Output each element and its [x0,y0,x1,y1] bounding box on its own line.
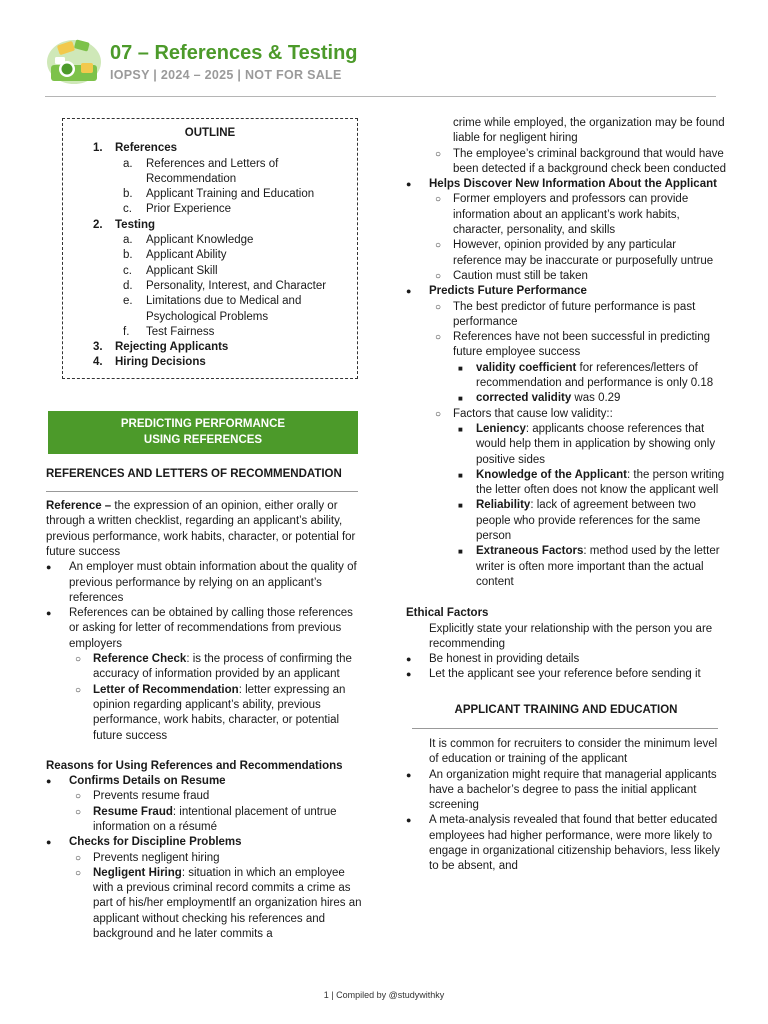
list-item: ● Predicts Future Performance ○ The best predictor of future performance is past performance ○ References have not been successful in predicting future employee success ■ validity coefficient for references/letters of recommendation and performance is only 0.18 ■ corrected validity was 0.29 ○ Factors that cause low validity:: ■ Leniency: applicants choose references that would help them in application by showing only positive sides ■ Knowledge of the Applicant: the person writing the letter often does not know the applicant well ■ Reliability: lack of agreement between two people who provide references for the same person ■ Extraneous Factors: method used by the letter writer is often more important than the actual content [406,284,726,590]
page-footer: 1 | Compiled by @studywithky [323,990,445,1000]
list-item: ● Let the applicant see your reference before sending it [406,667,726,682]
outline-subitem: c. Applicant Skill [123,264,218,277]
list-item: ○ Former employers and professors can provide information about an applicant’s work habits, character, personality, and skills [429,192,726,238]
list-item-continued [406,116,726,177]
section-divider [46,491,358,492]
page-subtitle: IOPSY | 2024 – 2025 | NOT FOR SALE [110,68,342,82]
list-item: ● An employer must obtain information about the quality of previous performance by relying on an applicant’s references [46,560,364,606]
subheading: Ethical Factors [406,607,489,620]
list-item: ○ The employee’s criminal background that would have been detected if a background check been conducted [429,147,726,178]
bullet-list [46,560,364,744]
list-item: ○ Reference Check: is the process of confirming the accuracy of information provided by an applicant [69,652,364,683]
outline-subitem: a. References and Letters of Recommendation [123,157,279,185]
list-item: ○ Letter of Recommendation: letter expressing an opinion regarding applicant’s ability, previous performance, work habits, character, or potential future success [69,683,364,744]
list-item: ○ References have not been successful in predicting future employee success ■ validity coefficient for references/letters of recommendation and performance is only 0.18 ■ corrected validity was 0.29 [429,330,726,406]
section-banner [48,411,358,454]
outline-item: 2. Testing [93,218,156,231]
list-item: ○ Factors that cause low validity:: ■ Leniency: applicants choose references that would help them in application by showing only positive sides ■ Knowledge of the Applicant: the person writing the letter often does not know the applicant well ■ Reliability: lack of agreement between two people who provide references for the same person ■ Extraneous Factors: method used by the letter writer is often more important than the actual content [429,407,726,591]
outline-subitem: b. Applicant Ability [123,249,227,262]
section-divider [412,728,718,729]
list-item: ○ The best predictor of future performance is past performance [429,300,726,331]
subheading: Reasons for Using References and Recommendations [46,759,343,772]
page-title: 07 – References & Testing [110,42,358,64]
outline-subitem: c. Prior Experience [123,203,232,216]
outline-subitem: a. Applicant Knowledge [123,234,254,247]
outline-subitem: e. Limitations due to Medical and Psychological Problems [123,295,302,323]
outline-item: 1. References [93,142,178,155]
outline-subitem: b. Applicant Training and Education [123,188,315,201]
list-item: ● An organization might require that managerial applicants have a bachelor’s degree to pass the initial applicant screening [406,768,726,814]
list-item: ○ Prevents resume fraud [69,789,364,804]
list-item: ● Be honest in providing details [406,652,726,667]
list-item: ● References can be obtained by calling those references or asking for letter of recommendations from previous employers ○ Reference Check: is the process of confirming the accuracy of information provided by an applicant ○ Letter of Recommendation: letter expressing an opinion regarding applicant’s ability, previous performance, work habits, character, or potential future success [46,606,364,744]
outline-item: 4. Hiring Decisions [93,356,206,369]
list-item: ○ However, opinion provided by any particular reference may be inaccurate or purposefully untrue [429,238,726,269]
bullet-list [406,622,726,683]
list-item: Explicitly state your relationship with the person you are recommending [429,622,713,650]
outline-item: 3. Rejecting Applicants [93,341,229,354]
header-divider [45,96,716,97]
outline-subitem: f. Test Fairness [123,325,215,338]
list-item: ■ validity coefficient for references/letters of recommendation and performance is only 0.18 [453,361,726,392]
outline-title: OUTLINE [184,127,236,139]
list-item: ● Confirms Details on Resume ○ Prevents resume fraud ○ Resume Fraud: intentional placement of untrue information on a résumé [46,774,364,835]
list-item: ○ Caution must still be taken [429,269,726,284]
list-item: ● Helps Discover New Information About the Applicant ○ Former employers and professors can provide information about an applicant’s work habits, character, personality, and skills ○ However, opinion provided by any particular reference may be inaccurate or purposefully untrue ○ Caution must still be taken [406,177,726,284]
section-heading: REFERENCES AND LETTERS OF RECOMMENDATION [46,467,342,480]
list-item: ■ Extraneous Factors: method used by the letter writer is often more important than the actual content [453,544,726,590]
banner-line-2: USING REFERENCES [143,433,263,446]
list-item: ○ Prevents negligent hiring [69,851,364,866]
list-item: It is common for recruiters to consider the minimum level of education or training of the applicant [429,737,718,766]
list-item: ○ Negligent Hiring: situation in which an employee with a previous criminal record commits a crime as part of his/her employmentIf an organization hires an applicant without checking his references and background and he later commits a [69,866,364,942]
outline-box [62,118,358,379]
list-item: ■ corrected validity was 0.29 [453,391,726,406]
list-item: ● Checks for Discipline Problems ○ Prevents negligent hiring ○ Negligent Hiring: situation in which an employee with a previous criminal record commits a crime as part of his/her employmentIf an organization hires an applicant without checking his references and background and he later commits a [46,835,364,942]
list-item: ■ Knowledge of the Applicant: the person writing the letter often does not know the applicant well [453,468,726,499]
logo-icon [45,35,103,85]
left-column [46,112,364,942]
outline-subitem: d. Personality, Interest, and Character [123,279,327,292]
bullet-list [406,737,726,875]
list-item: ■ Leniency: applicants choose references that would help them in application by showing only positive sides [453,422,726,468]
bullet-list [46,774,364,942]
bullet-list [406,116,726,590]
list-item: ● A meta-analysis revealed that found that better educated employees had higher performance, were more likely to engage in organizational citizenship behaviors, less likely to be absent, and [406,813,726,874]
list-item: ○ Resume Fraud: intentional placement of untrue information on a résumé [69,805,364,836]
list-item: crime while employed, the organization may be found liable for negligent hiring [453,117,725,145]
right-column [406,116,726,875]
section-heading: APPLICANT TRAINING AND EDUCATION [454,703,678,716]
list-item: ■ Reliability: lack of agreement between two people who provide references for the same person [453,498,726,544]
banner-line-1: PREDICTING PERFORMANCE [120,417,286,430]
definition-paragraph: Reference – the expression of an opinion, either orally or through a written checklist, regarding an applicant’s ability, previous performance, work habits, character, or potential for future success [46,500,356,558]
